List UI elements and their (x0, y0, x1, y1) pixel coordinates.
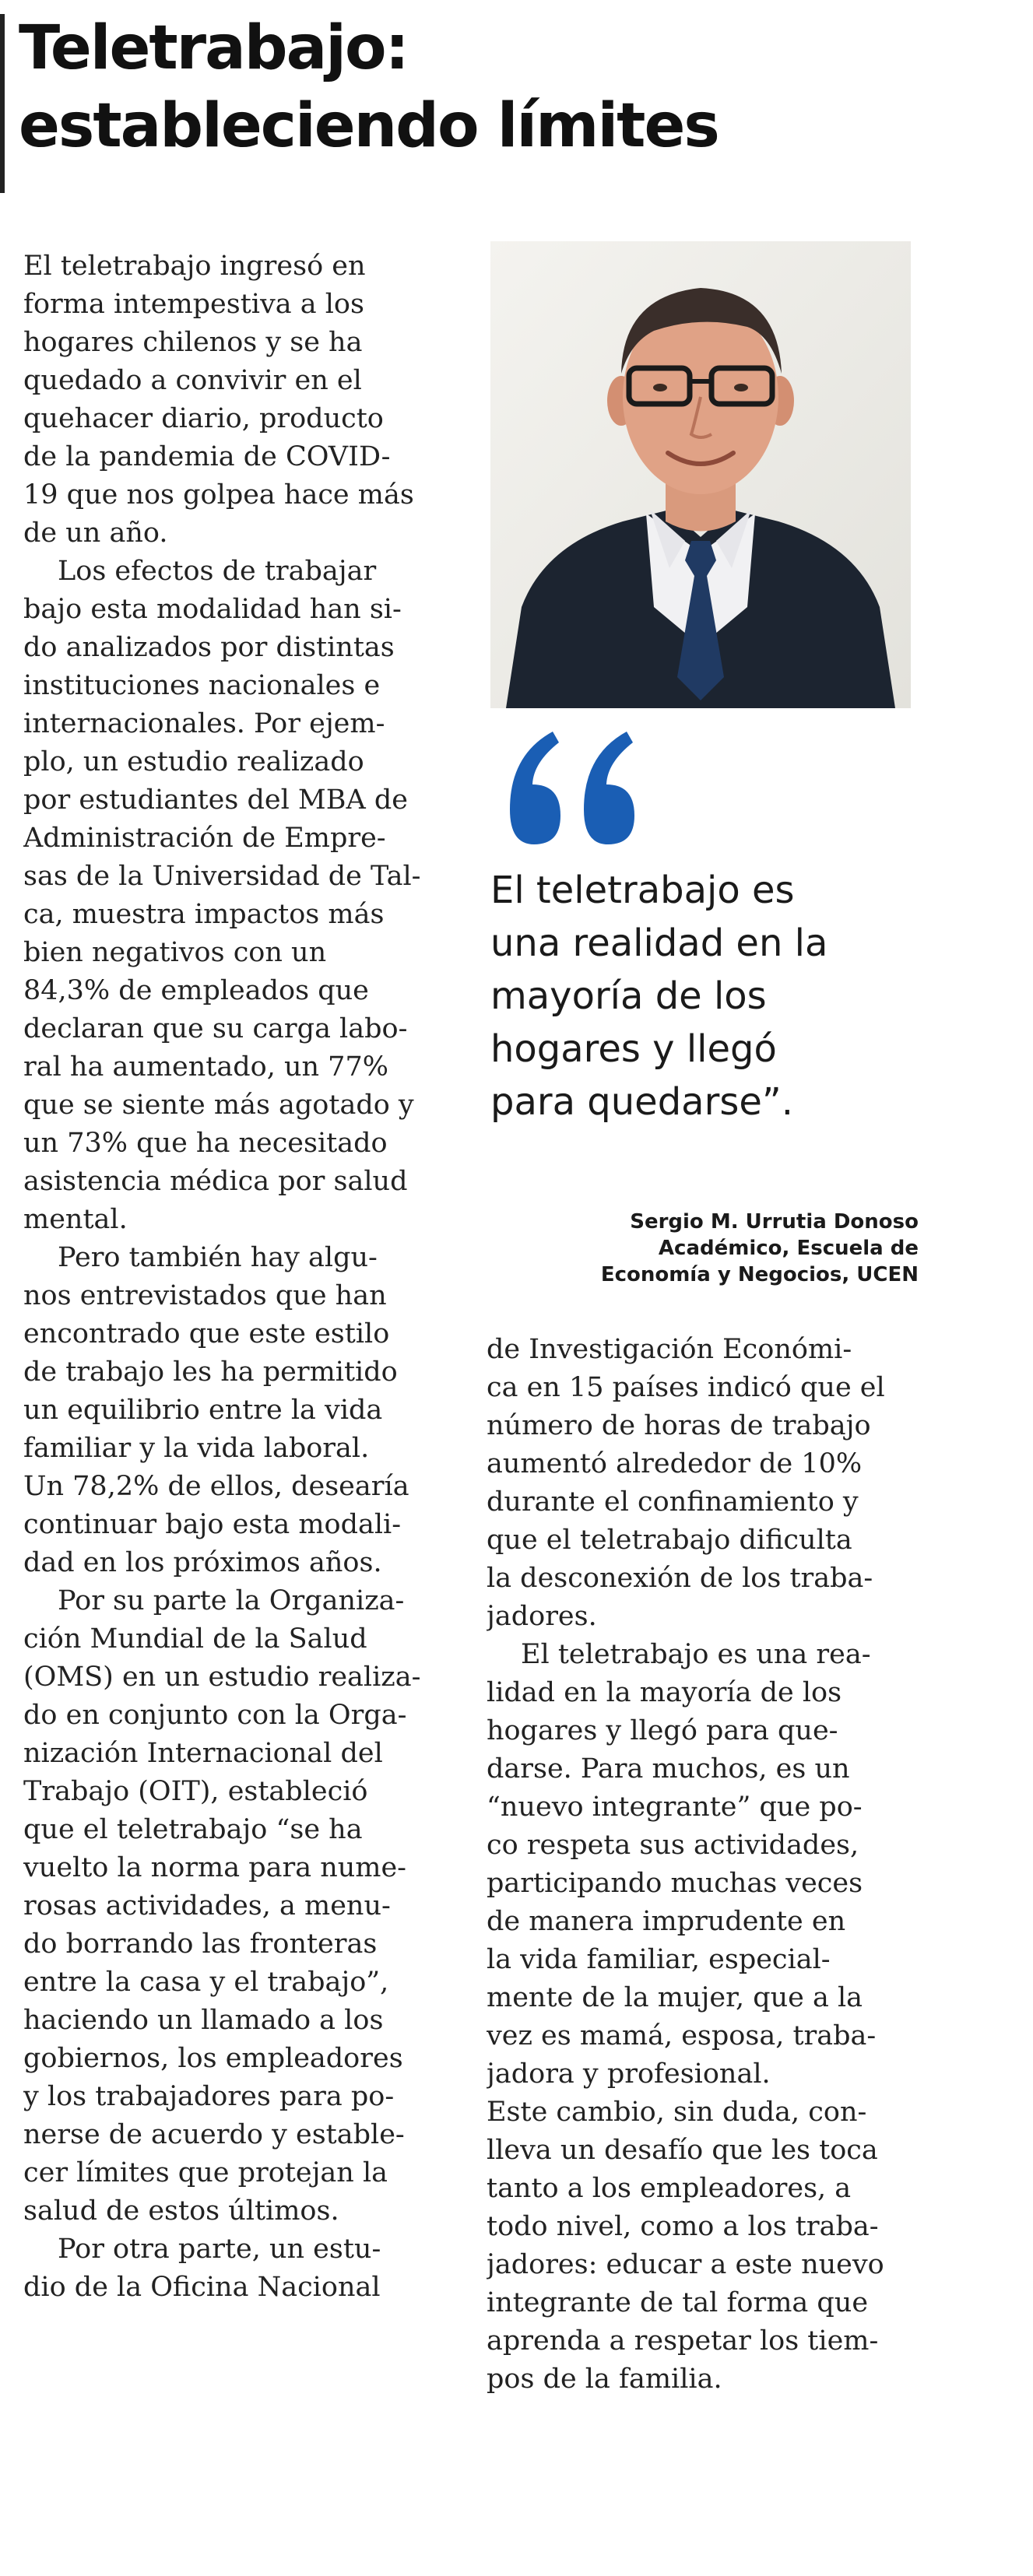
paragraph-oficina (23, 2230, 448, 2307)
text-line: pos de la familia. (487, 2364, 722, 2395)
paragraph-realidad (487, 1636, 911, 2093)
text-line: de la pandemia de COVID- (23, 441, 391, 472)
text-line: co respeta sus actividades, (487, 1830, 859, 1861)
text-line: bajo esta modalidad han si- (23, 594, 402, 625)
paragraph-balance (23, 1239, 448, 1582)
text-line: número de horas de trabajo (487, 1410, 871, 1441)
author-role: Académico, Escuela de (658, 1237, 919, 1260)
text-line: 84,3% de empleados que (23, 975, 369, 1006)
text-line: participando muchas veces (487, 1868, 863, 1899)
text-line: lidad en la mayoría de los (487, 1677, 842, 1708)
text-line: quedado a convivir en el (23, 365, 362, 396)
text-line: plo, un estudio realizado (23, 746, 364, 777)
headline-accent-bar (0, 14, 5, 193)
text-line: (OMS) en un estudio realiza- (23, 1662, 421, 1693)
paragraph-intro (23, 247, 448, 553)
text-line: vez es mamá, esposa, traba- (487, 2020, 877, 2051)
text-line: de trabajo les ha permitido (23, 1356, 398, 1388)
text-line: do en conjunto con la Orga- (23, 1700, 407, 1731)
text-line: do borrando las fronteras (23, 1928, 378, 1960)
text-line: lleva un desafío que les toca (487, 2135, 878, 2166)
text-line: Los efectos de trabajar (58, 556, 377, 587)
text-line: durante el confinamiento y (487, 1486, 859, 1518)
text-line: declaran que su carga labo- (23, 1013, 408, 1044)
text-line: El teletrabajo ingresó en (23, 251, 366, 282)
text-line: ca, muestra impactos más (23, 899, 385, 930)
text-line: de manera imprudente en (487, 1906, 846, 1937)
text-line: dio de la Oficina Nacional (23, 2272, 381, 2303)
paragraph-oms (23, 1582, 448, 2230)
text-line: Trabajo (OIT), estableció (23, 1776, 368, 1807)
text-line: jadores. (487, 1601, 597, 1632)
text-line: gobiernos, los empleadores (23, 2043, 403, 2074)
headline-line-2: estableciendo límites (19, 91, 719, 161)
paragraph-effects (23, 553, 448, 1239)
pull-quote-line: mayoría de los (490, 974, 767, 1018)
text-line: dad en los próximos años. (23, 1547, 382, 1578)
text-line: mental. (23, 1204, 128, 1235)
text-line: mente de la mujer, que a la (487, 1982, 863, 2013)
right-column (487, 1331, 911, 2399)
text-line: aumentó alrededor de 10% (487, 1448, 863, 1479)
text-line: un equilibrio entre la vida (23, 1395, 383, 1426)
headline-line-1: Teletrabajo: (19, 13, 408, 83)
text-line: rosas actividades, a menu- (23, 1890, 391, 1921)
text-line: integrante de tal forma que (487, 2287, 869, 2318)
text-line: ción Mundial de la Salud (23, 1623, 367, 1655)
text-line: cer límites que protejan la (23, 2157, 388, 2188)
text-line: de un año. (23, 518, 168, 549)
paragraph-desafio (487, 2093, 911, 2399)
text-line: entre la casa y el trabajo”, (23, 1967, 389, 1998)
quote-mark-icon (498, 724, 654, 856)
text-line: jadora y profesional. (487, 2058, 771, 2090)
text-line: Por otra parte, un estu- (58, 2234, 381, 2265)
text-line: internacionales. Por ejem- (23, 708, 385, 739)
author-photo (490, 241, 911, 708)
text-line: aprenda a respetar los tiem- (487, 2325, 879, 2357)
author-portrait-image (490, 241, 911, 708)
text-line: 19 que nos golpea hace más (23, 479, 414, 511)
text-line: instituciones nacionales e (23, 670, 381, 701)
article-headline (19, 9, 1015, 165)
text-line: hogares y llegó para que- (487, 1715, 838, 1746)
author-name: Sergio M. Urrutia Donoso (630, 1210, 919, 1234)
text-line: que el teletrabajo dificulta (487, 1525, 852, 1556)
text-line: Un 78,2% de ellos, desearía (23, 1471, 409, 1502)
text-line: Este cambio, sin duda, con- (487, 2097, 867, 2128)
left-column (23, 247, 448, 2307)
text-line: forma intempestiva a los (23, 289, 364, 320)
text-line: quehacer diario, producto (23, 403, 384, 434)
author-institution: Economía y Negocios, UCEN (600, 1263, 919, 1286)
pull-quote-line: hogares y llegó (490, 1027, 777, 1071)
text-line: familiar y la vida laboral. (23, 1433, 370, 1464)
text-line: “nuevo integrante” que po- (487, 1792, 863, 1823)
text-line: haciendo un llamado a los (23, 2005, 384, 2036)
pull-quote-line: El teletrabajo es (490, 869, 795, 912)
text-line: salud de estos últimos. (23, 2195, 339, 2227)
text-line: de Investigación Económi- (487, 1334, 852, 1365)
text-line: la vida familiar, especial- (487, 1944, 831, 1975)
text-line: sas de la Universidad de Tal- (23, 861, 421, 892)
text-line: ca en 15 países indicó que el (487, 1372, 885, 1403)
text-line: y los trabajadores para po- (23, 2081, 395, 2112)
text-line: la desconexión de los traba- (487, 1563, 873, 1594)
author-attribution (498, 1209, 919, 1288)
text-line: continuar bajo esta modali- (23, 1509, 402, 1540)
pull-quote (490, 864, 973, 1128)
text-line: El teletrabajo es una rea- (521, 1639, 871, 1670)
text-line: Por su parte la Organiza- (58, 1585, 405, 1616)
text-line: vuelto la norma para nume- (23, 1852, 406, 1883)
text-line: ral ha aumentado, un 77% (23, 1051, 388, 1083)
text-line: que se siente más agotado y (23, 1090, 414, 1121)
pull-quote-line: para quedarse”. (490, 1080, 793, 1124)
text-line: encontrado que este estilo (23, 1318, 390, 1349)
text-line: nos entrevistados que han (23, 1280, 387, 1311)
text-line: Pero también hay algu- (58, 1242, 378, 1273)
text-line: Administración de Empre- (23, 823, 386, 854)
pull-quote-line: una realidad en la (490, 921, 828, 965)
text-line: darse. Para muchos, es un (487, 1753, 850, 1785)
text-line: tanto a los empleadores, a (487, 2173, 852, 2204)
text-line: nización Internacional del (23, 1738, 383, 1769)
text-line: que el teletrabajo “se ha (23, 1814, 363, 1845)
text-line: asistencia médica por salud (23, 1166, 408, 1197)
text-line: un 73% que ha necesitado (23, 1128, 388, 1159)
text-line: nerse de acuerdo y estable- (23, 2119, 405, 2150)
text-line: todo nivel, como a los traba- (487, 2211, 879, 2242)
text-line: jadores: educar a este nuevo (487, 2249, 884, 2280)
text-line: bien negativos con un (23, 937, 327, 968)
text-line: por estudiantes del MBA de (23, 784, 408, 816)
text-line: hogares chilenos y se ha (23, 327, 363, 358)
text-line: do analizados por distintas (23, 632, 395, 663)
paragraph-investigacion (487, 1331, 911, 1636)
